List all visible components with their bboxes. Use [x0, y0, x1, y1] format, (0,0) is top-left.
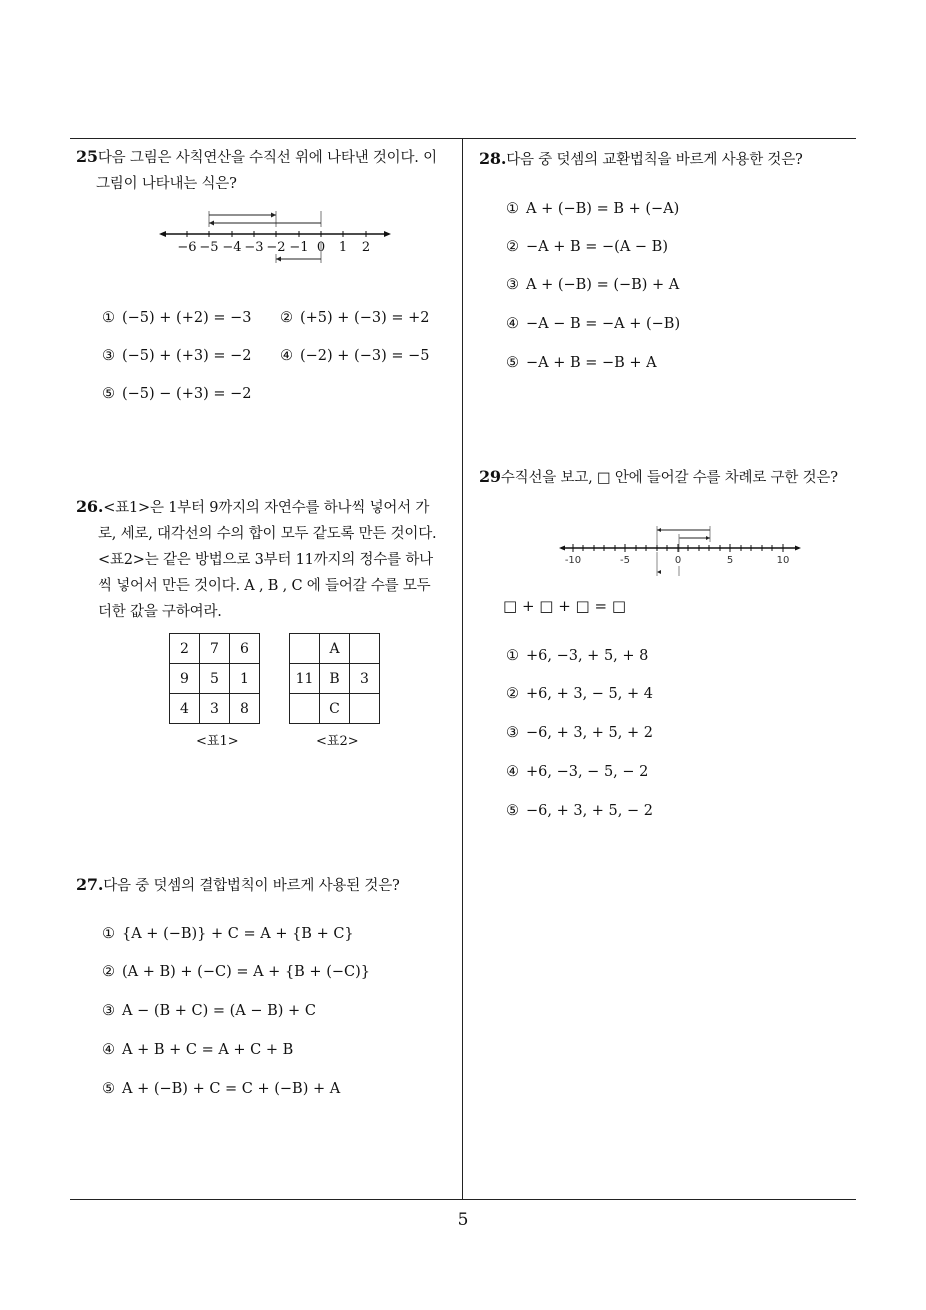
top-rule [70, 138, 856, 139]
option-marker: ③ [506, 725, 519, 741]
q28-option-1[interactable] [506, 201, 679, 217]
option-text: −A + B = −(A − B) [526, 239, 668, 255]
magic-square-table-1 [169, 633, 260, 724]
q29-option-3[interactable] [506, 725, 653, 741]
table-1-caption: <표1> [196, 734, 239, 749]
option-marker: ③ [102, 1003, 115, 1019]
option-text: A + (−B) = (−B) + A [526, 277, 680, 293]
question-29-number: 29 [479, 467, 501, 486]
option-marker: ④ [506, 764, 519, 780]
option-marker: ① [102, 926, 115, 942]
table-cell: 11 [290, 664, 320, 694]
question-25-text-line2: 그림이 나타내는 식은? [96, 176, 237, 192]
q29-option-1[interactable] [506, 648, 648, 664]
column-divider [462, 138, 463, 1200]
q27-option-1[interactable] [102, 926, 354, 942]
q28-option-2[interactable] [506, 239, 668, 255]
axis-label: −1 [289, 240, 309, 255]
table-cell: 7 [200, 634, 230, 664]
equation-boxes: □ + □ + □ = □ [503, 597, 627, 615]
question-26-line: <표1>은 1부터 9까지의 자연수를 하나씩 넣어서 가 [103, 500, 430, 516]
question-27-text: 다음 중 덧셈의 결합법칙이 바르게 사용된 것은? [103, 878, 400, 894]
axis-label: 2 [361, 240, 371, 255]
axis-label: 1 [338, 240, 348, 255]
option-text: (+5) + (−3) = +2 [300, 310, 430, 326]
table-cell: C [320, 694, 350, 724]
question-29-text: 수직선을 보고, □ 안에 들어갈 수를 차례로 구한 것은? [500, 470, 838, 486]
question-25-number: 25 [76, 147, 98, 166]
question-25-text-line1: 다음 그림은 사칙연산을 수직선 위에 나타낸 것이다. 이 [97, 150, 437, 166]
axis-label: −2 [266, 240, 286, 255]
option-text: A + (−B) + C = C + (−B) + A [122, 1081, 341, 1097]
magic-square-table-2 [289, 633, 380, 724]
q29-option-4[interactable] [506, 764, 648, 780]
axis-label: 0 [674, 555, 682, 566]
question-27-number: 27. [76, 875, 104, 894]
q29-option-5[interactable] [506, 803, 653, 819]
question-26-line: 더한 값을 구하여라. [98, 604, 222, 620]
option-text: −A + B = −B + A [526, 355, 657, 371]
q29-option-2[interactable] [506, 686, 653, 702]
table-cell [290, 634, 320, 664]
q27-option-2[interactable] [102, 964, 370, 980]
table-cell: 2 [170, 634, 200, 664]
option-marker: ⑤ [506, 355, 519, 371]
q28-option-3[interactable] [506, 277, 679, 293]
option-marker: ④ [506, 316, 519, 332]
q27-option-3[interactable] [102, 1003, 316, 1019]
question-26-line: 로, 세로, 대각선의 수의 합이 모두 같도록 만든 것이다. [98, 526, 437, 542]
table-cell: 5 [200, 664, 230, 694]
axis-label: 10 [776, 555, 790, 566]
option-text: A + B + C = A + C + B [122, 1042, 294, 1058]
option-marker: ⑤ [102, 386, 115, 402]
question-26-line: 씩 넣어서 만든 것이다. A , B , C 에 들어갈 수를 모두 [98, 578, 431, 594]
question-29 [479, 464, 859, 491]
option-text: +6, + 3, − 5, + 4 [526, 686, 653, 702]
table-cell: 3 [200, 694, 230, 724]
option-text: +6, −3, − 5, − 2 [526, 764, 649, 780]
option-marker: ④ [102, 1042, 115, 1058]
option-marker: ② [506, 686, 519, 702]
q28-option-5[interactable] [506, 355, 657, 371]
q27-option-4[interactable] [102, 1042, 293, 1058]
option-text: −6, + 3, + 5, + 2 [526, 725, 653, 741]
page-number: 5 [457, 1210, 469, 1230]
option-text: −A − B = −A + (−B) [526, 316, 681, 332]
option-text: {A + (−B)} + C = A + {B + C} [122, 926, 354, 942]
question-29-number-line [555, 522, 805, 578]
option-text: (−5) − (+3) = −2 [122, 386, 252, 402]
option-marker: ④ [280, 348, 293, 364]
table-cell: 4 [170, 694, 200, 724]
option-marker: ② [506, 239, 519, 255]
table-cell [290, 694, 320, 724]
axis-label: −4 [222, 240, 242, 255]
question-28-text: 다음 중 덧셈의 교환법칙을 바르게 사용한 것은? [506, 152, 803, 168]
option-marker: ② [280, 310, 293, 326]
axis-label: 0 [316, 240, 326, 255]
table-cell [350, 634, 380, 664]
q28-option-4[interactable] [506, 316, 680, 332]
q25-option-3[interactable] [102, 348, 252, 364]
table-cell [350, 694, 380, 724]
axis-label: −5 [199, 240, 219, 255]
question-28-number: 28. [479, 149, 507, 168]
option-text: (−2) + (−3) = −5 [300, 348, 430, 364]
q25-option-1[interactable] [102, 310, 252, 326]
question-26 [76, 494, 461, 625]
option-marker: ⑤ [102, 1081, 115, 1097]
option-text: +6, −3, + 5, + 8 [526, 648, 649, 664]
question-27 [76, 872, 461, 899]
option-text: −6, + 3, + 5, − 2 [526, 803, 653, 819]
axis-label: −6 [177, 240, 197, 255]
table-cell: A [320, 634, 350, 664]
option-text: A + (−B) = B + (−A) [526, 201, 680, 217]
table-cell: 6 [230, 634, 260, 664]
table-cell: 3 [350, 664, 380, 694]
option-marker: ⑤ [506, 803, 519, 819]
axis-label: -5 [620, 555, 630, 566]
table-cell: 1 [230, 664, 260, 694]
bottom-rule [70, 1199, 856, 1200]
option-marker: ③ [102, 348, 115, 364]
option-text: (A + B) + (−C) = A + {B + (−C)} [122, 964, 370, 980]
question-28 [479, 146, 854, 173]
option-text: (−5) + (+3) = −2 [122, 348, 252, 364]
question-26-line: <표2>는 같은 방법으로 3부터 11까지의 정수를 하나 [98, 552, 433, 568]
option-marker: ① [506, 201, 519, 217]
option-marker: ① [102, 310, 115, 326]
q25-option-2[interactable] [280, 310, 430, 326]
question-25 [76, 144, 461, 197]
option-marker: ① [506, 648, 519, 664]
q27-option-5[interactable] [102, 1081, 340, 1097]
q25-option-5[interactable] [102, 386, 252, 402]
axis-label: −3 [244, 240, 264, 255]
table-2-caption: <표2> [316, 734, 359, 749]
table-cell: 8 [230, 694, 260, 724]
axis-label: 5 [726, 555, 734, 566]
question-25-number-line [155, 205, 395, 265]
table-cell: 9 [170, 664, 200, 694]
option-marker: ② [102, 964, 115, 980]
option-text: A − (B + C) = (A − B) + C [122, 1003, 316, 1019]
option-marker: ③ [506, 277, 519, 293]
q25-option-4[interactable] [280, 348, 430, 364]
axis-label: -10 [564, 555, 582, 566]
question-26-number: 26. [76, 497, 104, 516]
option-text: (−5) + (+2) = −3 [122, 310, 252, 326]
table-cell: B [320, 664, 350, 694]
